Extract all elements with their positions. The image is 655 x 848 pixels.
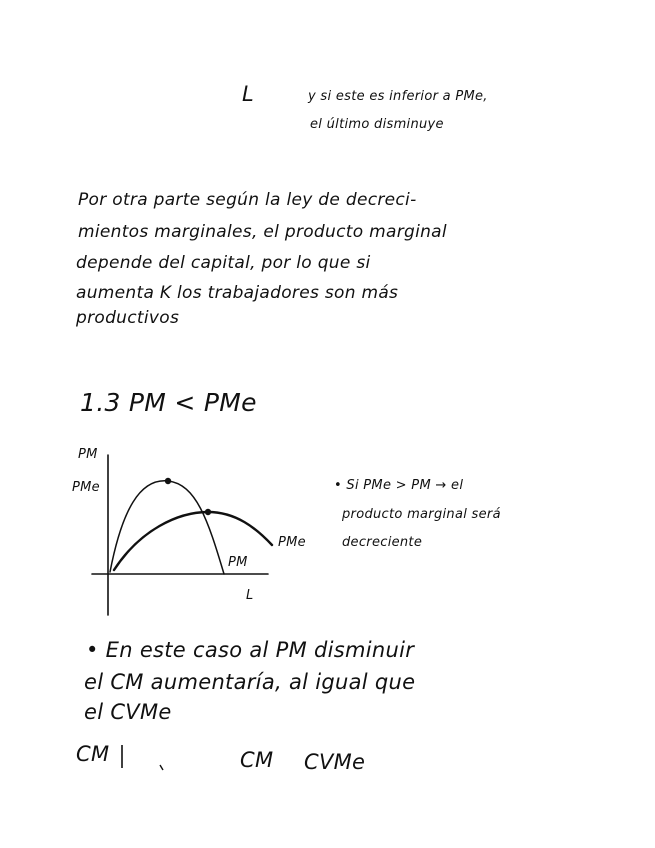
- graph-y-label-pm: PM: [78, 447, 98, 462]
- case-line: • En este caso al PM disminuir: [86, 638, 415, 662]
- section-heading: 1.3 PM < PMe: [80, 388, 257, 417]
- paragraph-line: productivos: [76, 308, 180, 328]
- side-note-line: • Si PMe > PM → el: [334, 478, 464, 493]
- bottom-cvme-label: CVMe: [304, 750, 366, 774]
- side-note-line: decreciente: [342, 535, 423, 550]
- bottom-y-label: CM: [76, 742, 110, 766]
- case-line: el CM aumentaría, al igual que: [84, 670, 416, 694]
- graph-x-label: L: [246, 588, 254, 603]
- paragraph-line: Por otra parte según la ley de decreci-: [78, 190, 417, 210]
- top-note-line-2: el último disminuye: [310, 117, 444, 132]
- graph-y-label-pme: PMe: [72, 480, 100, 495]
- case-line: el CVMe: [84, 700, 172, 724]
- top-axis-l: L: [242, 82, 254, 106]
- paragraph-line: mientos marginales, el producto marginal: [78, 222, 447, 242]
- bottom-cm-label: CM: [240, 748, 274, 772]
- paragraph-line: aumenta K los trabajadores son más: [76, 283, 399, 303]
- paragraph-line: depende del capital, por lo que si: [76, 253, 371, 273]
- graph-curve-pme-label: PMe: [278, 535, 306, 550]
- side-note-line: producto marginal será: [342, 507, 501, 522]
- top-note-line-1: y si este es inferior a PMe,: [308, 89, 488, 104]
- graph-curve-pm-label: PM: [228, 555, 248, 570]
